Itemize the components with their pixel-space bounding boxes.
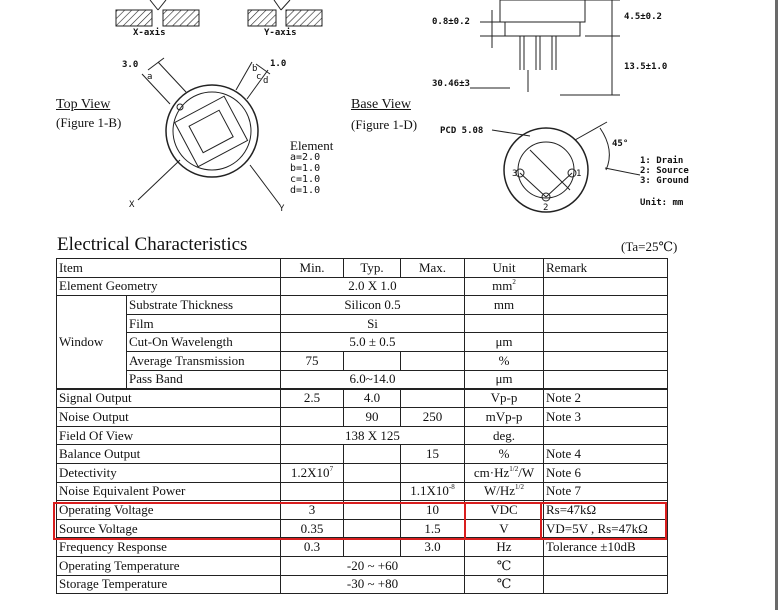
table-row — [57, 314, 668, 333]
signal-output-typ: 4.0 — [344, 389, 401, 408]
element-a: a=2.0 — [290, 152, 321, 163]
table-row — [57, 389, 668, 408]
storage-temperature-item: Storage Temperature — [57, 575, 281, 594]
top-view-letter-d: d — [263, 76, 269, 86]
balance-output-max: 15 — [401, 445, 465, 464]
avg-transmission-unit: % — [465, 351, 544, 370]
detectivity-item: Detectivity — [57, 464, 281, 483]
source-voltage-min: 0.35 — [281, 519, 344, 538]
balance-output-remark: Note 4 — [544, 445, 668, 464]
pass-band-item: Pass Band — [127, 370, 281, 389]
table-row — [57, 370, 668, 389]
pass-band-unit: μm — [465, 370, 544, 389]
table-row — [57, 426, 668, 445]
side-view-drawing — [470, 0, 620, 95]
top-view-letter-b: b — [252, 64, 258, 74]
top-view-dim-b: 1.0 — [270, 59, 287, 69]
noise-output-typ: 90 — [344, 408, 401, 427]
table-row — [57, 538, 668, 557]
top-view-figure: (Figure 1-B) — [56, 115, 122, 130]
y-axis-section-drawing — [248, 0, 322, 26]
table-row — [57, 464, 668, 483]
header-remark: Remark — [544, 259, 668, 278]
side-dim-4-5: 4.5±0.2 — [624, 12, 662, 22]
field-of-view-item: Field Of View — [57, 426, 281, 445]
signal-output-remark: Note 2 — [544, 389, 668, 408]
operating-temperature-unit: ℃ — [465, 557, 544, 576]
noise-output-max: 250 — [401, 408, 465, 427]
storage-temperature-unit: ℃ — [465, 575, 544, 594]
table-row — [57, 333, 668, 352]
top-view-dim-a: 3.0 — [122, 60, 139, 70]
top-view-y-label: Y — [279, 204, 285, 214]
film-item: Film — [127, 314, 281, 333]
operating-voltage-max: 10 — [401, 501, 465, 520]
frequency-response-remark: Tolerance ±10dB — [544, 538, 668, 557]
source-voltage-unit: V — [465, 519, 544, 538]
side-dim-13-5: 13.5±1.0 — [624, 62, 668, 72]
table-row — [57, 482, 668, 501]
header-typ: Typ. — [344, 259, 401, 278]
table-row — [57, 351, 668, 370]
balance-output-unit: % — [465, 445, 544, 464]
operating-temperature-item: Operating Temperature — [57, 557, 281, 576]
top-view-letter-a: a — [147, 72, 153, 82]
frequency-response-unit: Hz — [465, 538, 544, 557]
operating-voltage-min: 3 — [281, 501, 344, 520]
signal-output-min: 2.5 — [281, 389, 344, 408]
field-of-view-value: 138 X 125 — [281, 426, 465, 445]
top-view-letter-c: c — [256, 72, 262, 82]
pin-3-label: 3 — [512, 169, 518, 179]
noise-output-item: Noise Output — [57, 408, 281, 427]
source-voltage-remark: VD=5V , Rs=47kΩ — [544, 519, 668, 538]
source-voltage-max: 1.5 — [401, 519, 465, 538]
table-row — [57, 296, 668, 315]
header-item: Item — [57, 259, 281, 278]
element-b: b=1.0 — [290, 163, 321, 174]
storage-temperature-value: -30 ~ +80 — [281, 575, 465, 594]
cut-on-item: Cut-On Wavelength — [127, 333, 281, 352]
source-voltage-item: Source Voltage — [57, 519, 281, 538]
balance-output-item: Balance Output — [57, 445, 281, 464]
base-view-figure: (Figure 1-D) — [351, 117, 418, 132]
element-geometry-unit: $mm^2$ — [465, 277, 544, 296]
side-dim-0-8: 0.8±0.2 — [432, 17, 470, 27]
pin-legend-1: 1: Drain — [640, 156, 684, 166]
detectivity-min: $1.2X10^7$ — [281, 464, 344, 483]
side-dim-30-46: 30.46±3 — [432, 79, 470, 89]
substrate-thickness-unit: mm — [465, 296, 544, 315]
pin-legend — [640, 156, 689, 186]
element-c: c=1.0 — [290, 174, 321, 185]
x-axis-label: X-axis — [133, 28, 166, 38]
avg-transmission-item: Average Transmission — [127, 351, 281, 370]
y-axis-label: Y-axis — [264, 28, 297, 38]
noise-output-remark: Note 3 — [544, 408, 668, 427]
cut-on-unit: μm — [465, 333, 544, 352]
frequency-response-max: 3.0 — [401, 538, 465, 557]
signal-output-unit: Vp-p — [465, 389, 544, 408]
pin-2-label: 2 — [543, 203, 549, 213]
page-edge-shadow — [775, 0, 778, 610]
table-header-row — [57, 259, 668, 278]
electrical-characteristics-title: Electrical Characteristics — [57, 234, 248, 255]
nep-unit: $W/Hz^{1/2}$ — [465, 482, 544, 501]
element-geometry-item: Element Geometry — [57, 277, 281, 296]
pin-1-label: 1 — [576, 169, 582, 179]
header-unit: Unit — [465, 259, 544, 278]
element-dimensions — [290, 139, 333, 196]
top-view-x-label: X — [129, 200, 135, 210]
operating-voltage-remark: Rs=47kΩ — [544, 501, 668, 520]
nep-remark: Note 7 — [544, 482, 668, 501]
x-axis-section-drawing — [116, 0, 199, 26]
operating-voltage-item: Operating Voltage — [57, 501, 281, 520]
table-row — [57, 575, 668, 594]
cut-on-value: 5.0 ± 0.5 — [281, 333, 465, 352]
field-of-view-unit: deg. — [465, 426, 544, 445]
electrical-characteristics-table — [56, 258, 668, 594]
base-view-title: Base View — [351, 97, 411, 112]
header-min: Min. — [281, 259, 344, 278]
table-row — [57, 277, 668, 296]
operating-temperature-value: -20 ~ +60 — [281, 557, 465, 576]
nep-item: Noise Equivalent Power — [57, 482, 281, 501]
voltage-unit-highlight — [464, 502, 542, 540]
film-unit — [465, 314, 544, 333]
table-row — [57, 557, 668, 576]
operating-voltage-unit: VDC — [465, 501, 544, 520]
top-view-title: Top View — [56, 97, 111, 112]
header-max: Max. — [401, 259, 465, 278]
pcd-label: PCD 5.08 — [440, 126, 484, 136]
pin-legend-3: 3: Ground — [640, 176, 689, 186]
unit-label: Unit: mm — [640, 198, 684, 208]
element-title: Element — [290, 138, 334, 153]
frequency-response-min: 0.3 — [281, 538, 344, 557]
detectivity-remark: Note 6 — [544, 464, 668, 483]
film-value: Si — [281, 314, 465, 333]
voltage-rows-highlight — [53, 502, 667, 540]
element-d: d=1.0 — [290, 185, 321, 196]
frequency-response-item: Frequency Response — [57, 538, 281, 557]
base-view-drawing — [492, 122, 640, 212]
detectivity-unit: $cm\cdot Hz^{1/2}/W$ — [465, 464, 544, 483]
substrate-thickness-item: Substrate Thickness — [127, 296, 281, 315]
table-row — [57, 408, 668, 427]
nep-max: $1.1X10^{-8}$ — [401, 482, 465, 501]
noise-output-unit: mVp-p — [465, 408, 544, 427]
angle-label: 45° — [612, 139, 629, 149]
window-label: Window — [57, 296, 127, 389]
table-row — [57, 445, 668, 464]
element-geometry-value: 2.0 X 1.0 — [281, 277, 465, 296]
temperature-condition: (Ta=25℃) — [621, 239, 678, 254]
pass-band-value: 6.0~14.0 — [281, 370, 465, 389]
pin-legend-2: 2: Source — [640, 166, 689, 176]
avg-transmission-min: 75 — [281, 351, 344, 370]
substrate-thickness-value: Silicon 0.5 — [281, 296, 465, 315]
signal-output-item: Signal Output — [57, 389, 281, 408]
